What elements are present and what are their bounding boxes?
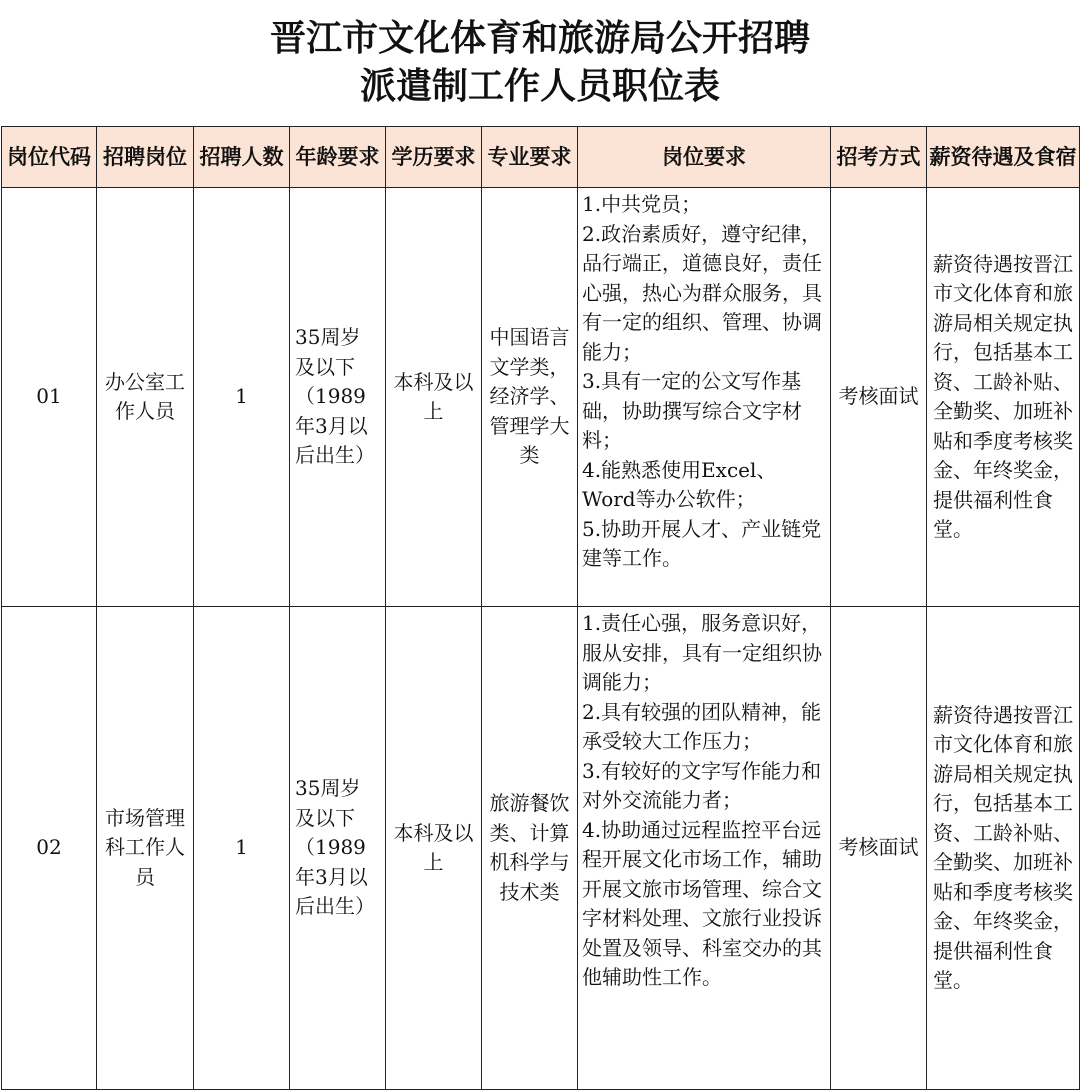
cell-education: 本科及以上 <box>386 188 482 607</box>
header-age: 年龄要求 <box>290 127 386 188</box>
positions-table <box>1 126 1080 1090</box>
header-row <box>2 127 1080 188</box>
cell-position: 市场管理科工作人员 <box>97 607 194 1090</box>
cell-count: 1 <box>194 188 290 607</box>
cell-requirements <box>578 607 831 1090</box>
cell-code: 02 <box>2 607 97 1090</box>
header-count: 招聘人数 <box>194 127 290 188</box>
title-line-2: 派遣制工作人员职位表 <box>359 66 720 107</box>
requirement-item: 1.中共党员； <box>582 192 702 216</box>
title-line-1: 晋江市文化体育和旅游局公开招聘 <box>269 18 810 59</box>
requirement-item: 5.协助开展人才、产业链党建等工作。 <box>582 516 822 570</box>
header-major: 专业要求 <box>482 127 578 188</box>
table-row <box>2 607 1080 1090</box>
cell-method: 考核面试 <box>831 607 927 1090</box>
cell-salary: 薪资待遇按晋江市文化体育和旅游局相关规定执行，包括基本工资、工龄补贴、全勤奖、加班补贴和季度考核奖金、年终奖金，提供福利性食堂。 <box>927 607 1080 1090</box>
header-position: 招聘岗位 <box>97 127 194 188</box>
requirement-item: 2.具有较强的团队精神，能承受较大工作压力； <box>582 699 822 753</box>
cell-method: 考核面试 <box>831 188 927 607</box>
requirement-item: 1.责任心强，服务意识好，服从安排，具有一定组织协调能力； <box>582 611 822 694</box>
cell-position: 办公室工作人员 <box>97 188 194 607</box>
cell-salary: 薪资待遇按晋江市文化体育和旅游局相关规定执行，包括基本工资、工龄补贴、全勤奖、加班补贴和季度考核奖金、年终奖金，提供福利性食堂。 <box>927 188 1080 607</box>
header-requirements: 岗位要求 <box>578 127 831 188</box>
cell-major: 旅游餐饮类、计算机科学与技术类 <box>482 607 578 1090</box>
cell-age: 35周岁及以下（1989年3月以后出生） <box>290 188 386 607</box>
table-row <box>2 188 1080 607</box>
cell-count: 1 <box>194 607 290 1090</box>
requirement-item: 2.政治素质好，遵守纪律，品行端正，道德良好，责任心强，热心为群众服务，具有一定的组织、管理、协调能力； <box>582 221 822 364</box>
page-title <box>0 0 1080 126</box>
requirement-item: 3.具有一定的公文写作基础，协助撰写综合文字材料； <box>582 369 802 452</box>
header-salary: 薪资待遇及食宿 <box>927 127 1080 188</box>
cell-requirements <box>578 188 831 607</box>
header-code: 岗位代码 <box>2 127 97 188</box>
header-method: 招考方式 <box>831 127 927 188</box>
cell-major: 中国语言文学类，经济学、管理学大类 <box>482 188 578 607</box>
header-education: 学历要求 <box>386 127 482 188</box>
requirement-item: 3.有较好的文字写作能力和对外交流能力者； <box>582 758 822 812</box>
cell-education: 本科及以上 <box>386 607 482 1090</box>
cell-age: 35周岁及以下（1989年3月以后出生） <box>290 607 386 1090</box>
requirement-item: 4.协助通过远程监控平台远程开展文化市场工作，辅助开展文旅市场管理、综合文字材料处理、文旅行业投诉处置及领导、科室交办的其他辅助性工作。 <box>582 817 822 989</box>
requirement-item: 4.能熟悉使用Excel、Word等办公软件； <box>582 457 777 511</box>
cell-code: 01 <box>2 188 97 607</box>
